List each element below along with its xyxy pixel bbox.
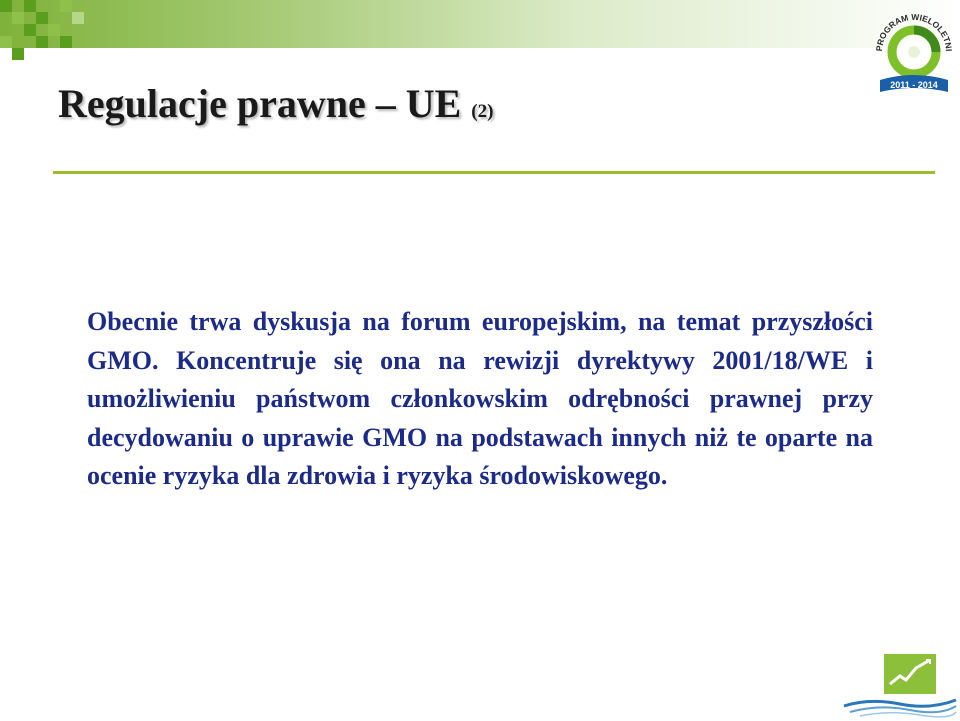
slide-title [58, 80, 493, 127]
pixel-squares-decoration [0, 0, 100, 60]
bottom-chart-logo [840, 650, 958, 718]
slide-title-text: Regulacje prawne – UE [58, 81, 462, 126]
program-wieloletni-logo [872, 6, 956, 94]
logo-text-top: PROGRAM WIELOLETNI [873, 11, 955, 52]
logo-text-bottom: 2011 - 2014 [890, 80, 938, 90]
header-gradient-band [0, 0, 960, 48]
slide-title-suffix: (2) [471, 101, 494, 122]
slide-body-text: Obecnie trwa dyskusja na forum europejskim, na temat przyszłości GMO. Koncentruje się ona na rewizji dyrektywy 2001/18/WE i umożliwieniu państwom członkowskim odrębności prawnej przy decydowaniu o uprawie GMO na podstawach innych niż te oparte na ocenie ryzyka dla zdrowia i ryzyka środowiskowego. [87, 307, 873, 490]
title-underline [53, 171, 935, 174]
